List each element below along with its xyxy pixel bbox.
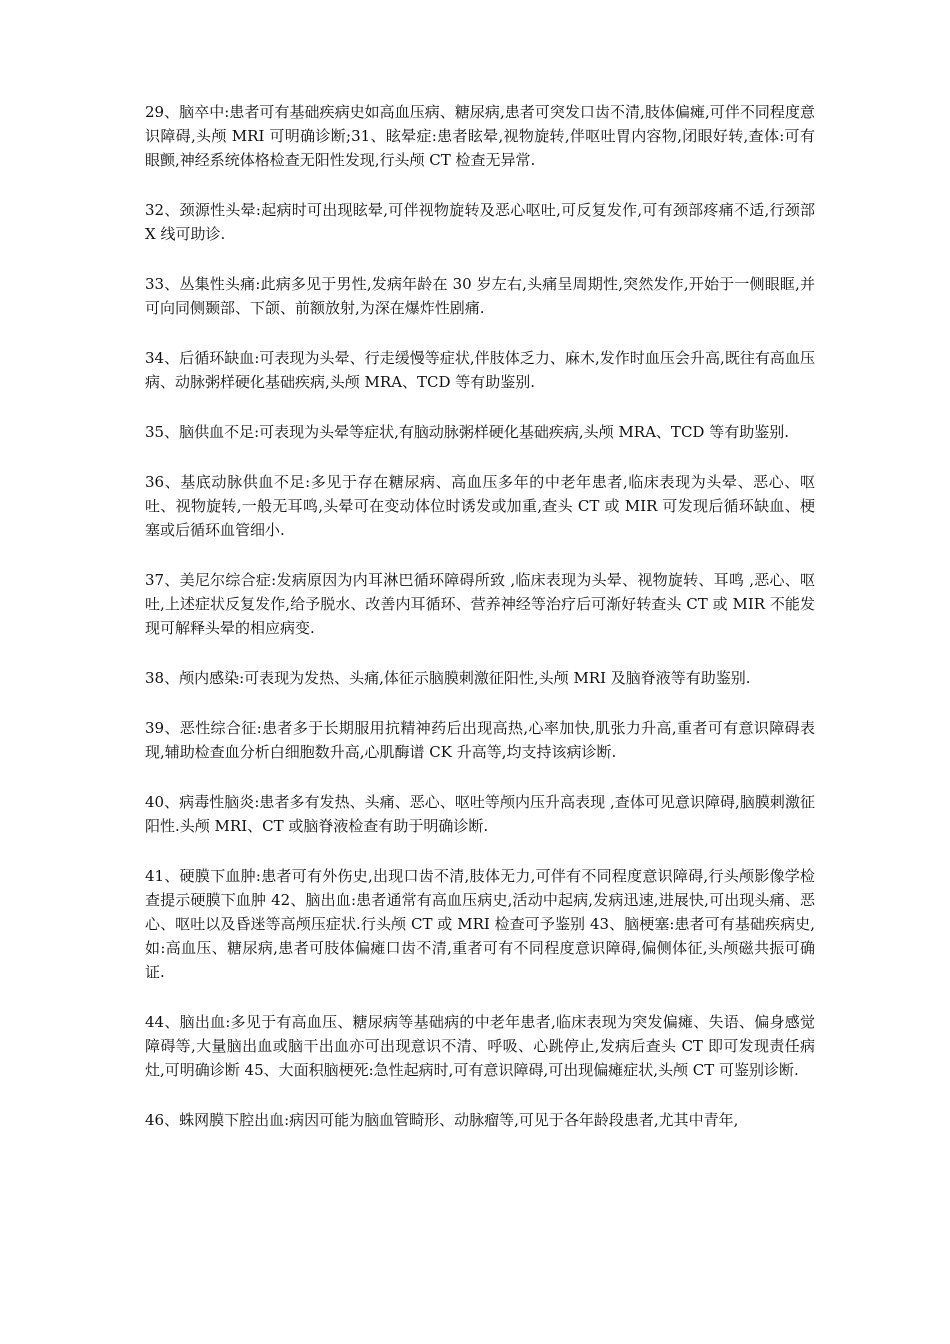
document-page [145, 100, 815, 1158]
paragraph-46: 46、蛛网膜下腔出血:病因可能为脑血管畸形、动脉瘤等,可见于各年龄段患者,尤其中青年, [145, 1111, 739, 1129]
paragraph-34: 34、后循环缺血:可表现为头晕、行走缓慢等症状,伴肢体乏力、麻木,发作时血压会升高,既往有高血压病、动脉粥样硬化基础疾病,头颅 MRA、TCD 等有助鉴别. [145, 349, 815, 391]
paragraph-29-31: 29、脑卒中:患者可有基础疾病史如高血压病、糖尿病,患者可突发口齿不清,肢体偏瘫,可伴不同程度意识障碍,头颅 MRI 可明确诊断;31、眩晕症:患者眩晕,视物旋转,伴呕吐胃内容物,闭眼好转,查体:可有眼颤,神经系统体格检查无阳性发现,行头颅 CT 检查无异常. [145, 103, 815, 169]
paragraph-38: 38、颅内感染:可表现为发热、头痛,体征示脑膜刺激征阳性,头颅 MRI 及脑脊液等有助鉴别. [145, 669, 751, 687]
paragraph-35: 35、脑供血不足:可表现为头晕等症状,有脑动脉粥样硬化基础疾病,头颅 MRA、TCD 等有助鉴别. [145, 423, 789, 441]
paragraph-40: 40、病毒性脑炎:患者多有发热、头痛、恶心、呕吐等颅内压升高表现 ,查体可见意识障碍,脑膜刺激征阳性.头颅 MRI、CT 或脑脊液检查有助于明确诊断. [145, 793, 815, 835]
paragraph-37: 37、美尼尔综合症:发病原因为内耳淋巴循环障碍所致 ,临床表现为头晕、视物旋转、耳鸣 ,恶心、呕吐,上述症状反复发作,给予脱水、改善内耳循环、营养神经等治疗后可渐好转查头 CT 或 MIR 不能发现可解释头晕的相应病变. [145, 571, 815, 637]
paragraph-36: 36、基底动脉供血不足:多见于存在糖尿病、高血压多年的中老年患者,临床表现为头晕、恶心、呕吐、视物旋转,一般无耳鸣,头晕可在变动体位时诱发或加重,查头 CT 或 MIR 可发现后循环缺血、梗塞或后循环血管细小. [145, 473, 815, 539]
paragraph-33: 33、丛集性头痛:此病多见于男性,发病年龄在 30 岁左右,头痛呈周期性,突然发作,开始于一侧眼眶,并可向同侧颞部、下颌、前额放射,为深在爆炸性剧痛. [145, 275, 815, 317]
paragraph-44-45: 44、脑出血:多见于有高血压、糖尿病等基础病的中老年患者,临床表现为突发偏瘫、失语、偏身感觉障碍等,大量脑出血或脑干出血亦可出现意识不清、呼吸、心跳停止,发病后查头 CT 即可发现责任病灶,可明确诊断 45、大面积脑梗死:急性起病时,可有意识障碍,可出现偏瘫症状,头颅 CT 可鉴别诊断. [145, 1013, 815, 1079]
paragraph-41-43: 41、硬膜下血肿:患者可有外伤史,出现口齿不清,肢体无力,可伴有不同程度意识障碍,行头颅影像学检查提示硬膜下血肿 42、脑出血:患者通常有高血压病史,活动中起病,发病迅速,进展快,可出现头痛、恶心、呕吐以及昏迷等高颅压症状.行头颅 CT 或 MRI 检查可予鉴别 43、脑梗塞:患者可有基础疾病史,如:高血压、糖尿病,患者可肢体偏瘫口齿不清,重者可有不同程度意识障碍,偏侧体征,头颅磁共振可确证. [145, 867, 815, 981]
paragraph-32: 32、颈源性头晕:起病时可出现眩晕,可伴视物旋转及恶心呕吐,可反复发作,可有颈部疼痛不适,行颈部 X 线可助诊. [145, 201, 815, 243]
paragraph-39: 39、恶性综合征:患者多于长期服用抗精神药后出现高热,心率加快,肌张力升高,重者可有意识障碍表现,辅助检查血分析白细胞数升高,心肌酶谱 CK 升高等,均支持该病诊断. [145, 719, 815, 761]
